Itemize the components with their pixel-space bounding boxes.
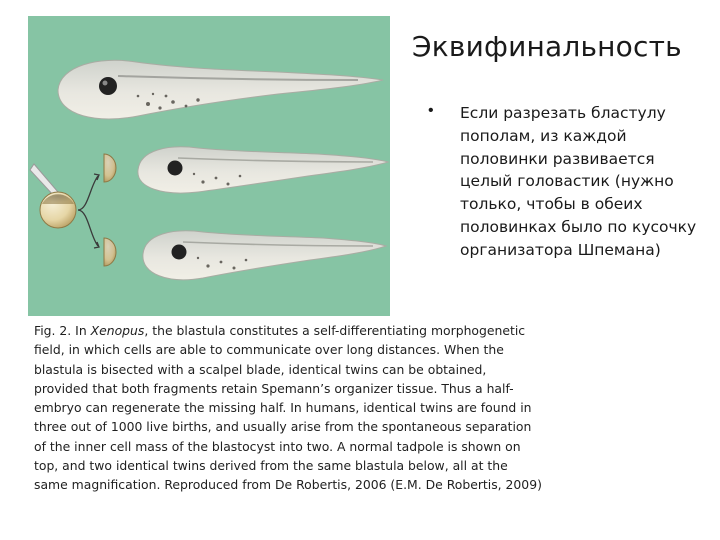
caption-body: , the blastula constitutes a self-differentiating morphogenetic field, in which cells are able to communicate over long distances. When the blastula is bisected with a scalpel blade, identical twins can be obtained, provided that both fragments retain Spemann’s organizer tissue. Thus a half-embryo can regenerate the missing half. In humans, identical twins are found in three out of 1000 live births, and usually arise from the spontaneous separation of the inner cell mass of the blastocyst into two. A normal tadpole is shown on top, and two identical twins derived from the same blastula below, all at the same magnification. Reproduced from De Robertis, 2006 (E.M. De Robertis, 2009) <box>34 323 542 493</box>
tadpole-figure <box>28 16 390 316</box>
twin-tadpole-lower <box>143 231 386 280</box>
bullet-text: Если разрезать бластулу пополам, из каждой половинки развивается целый головастик (нужно только, чтобы в обеих половинках было по кусочку организатора Шпемана) <box>460 104 697 259</box>
half-blastula-upper <box>104 154 116 182</box>
figure-illustration <box>28 16 390 316</box>
bullet-dot-icon: • <box>428 102 434 119</box>
caption-genus: Xenopus <box>90 323 145 338</box>
split-arrows <box>78 174 99 248</box>
slide-title: Эквифинальность <box>412 30 682 63</box>
whole-blastula <box>40 192 76 228</box>
half-blastula-lower <box>104 238 116 266</box>
normal-tadpole <box>58 60 383 119</box>
twin-tadpole-upper <box>138 147 388 193</box>
figure-caption <box>34 321 544 495</box>
caption-prefix: Fig. 2. In <box>34 323 91 338</box>
